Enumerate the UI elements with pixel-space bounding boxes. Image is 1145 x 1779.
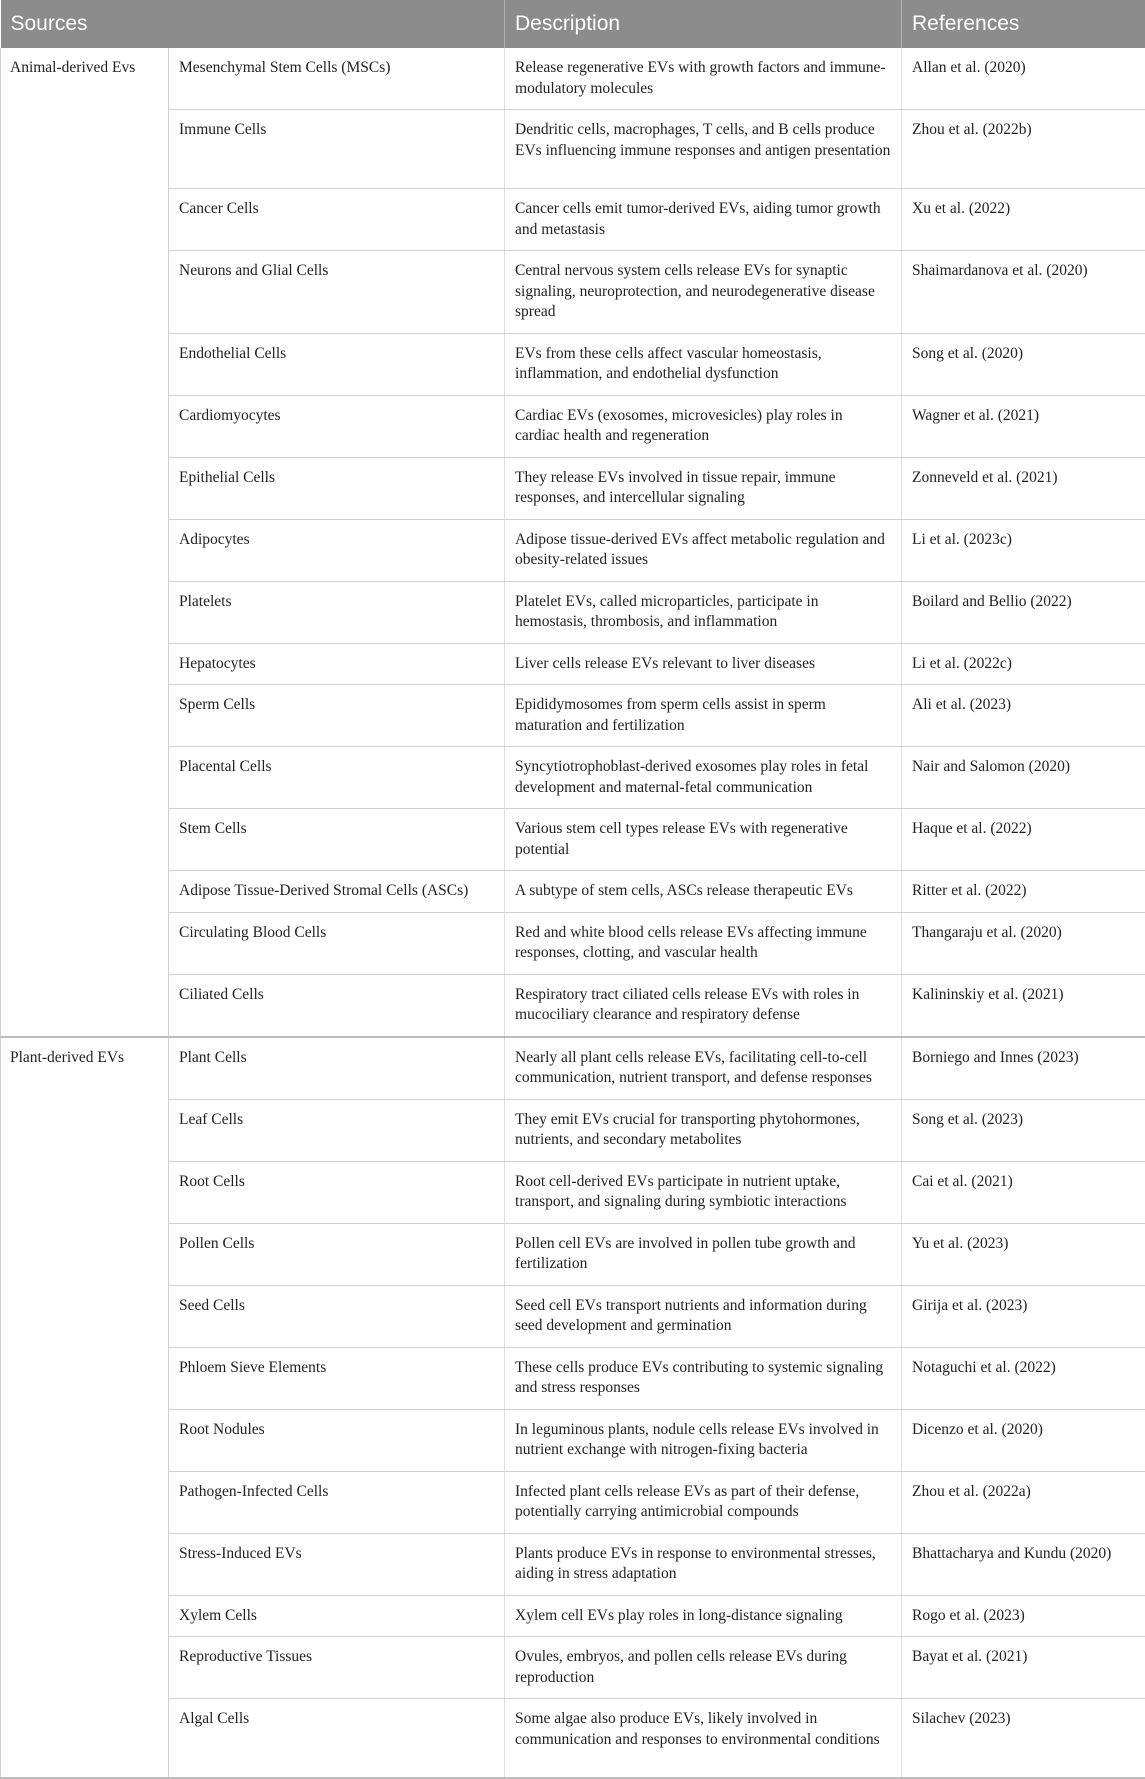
table-row bbox=[1, 1699, 1145, 1778]
header-description: Description bbox=[505, 0, 902, 48]
table-row bbox=[1, 871, 1145, 913]
source-cell: Algal Cells bbox=[169, 1699, 505, 1778]
table-row bbox=[1, 1409, 1145, 1471]
reference-cell: Girija et al. (2023) bbox=[902, 1285, 1145, 1347]
source-cell: Xylem Cells bbox=[169, 1595, 505, 1637]
reference-cell: Borniego and Innes (2023) bbox=[902, 1037, 1145, 1100]
table-row bbox=[1, 1471, 1145, 1533]
description-cell: These cells produce EVs contributing to systemic signaling and stress responses bbox=[505, 1347, 902, 1409]
source-cell: Ciliated Cells bbox=[169, 974, 505, 1037]
table-row bbox=[1, 1285, 1145, 1347]
reference-cell: Allan et al. (2020) bbox=[902, 48, 1145, 110]
description-cell: Dendritic cells, macrophages, T cells, and B cells produce EVs influencing immune responses and antigen presentation bbox=[505, 110, 902, 189]
reference-cell: Song et al. (2020) bbox=[902, 333, 1145, 395]
source-cell: Stress-Induced EVs bbox=[169, 1533, 505, 1595]
table-row bbox=[1, 581, 1145, 643]
source-cell: Hepatocytes bbox=[169, 643, 505, 685]
description-cell: In leguminous plants, nodule cells release EVs involved in nutrient exchange with nitrogen-fixing bacteria bbox=[505, 1409, 902, 1471]
source-cell: Immune Cells bbox=[169, 110, 505, 189]
reference-cell: Zhou et al. (2022a) bbox=[902, 1471, 1145, 1533]
description-cell: They emit EVs crucial for transporting phytohormones, nutrients, and secondary metabolites bbox=[505, 1099, 902, 1161]
table-row bbox=[1, 912, 1145, 974]
source-cell: Seed Cells bbox=[169, 1285, 505, 1347]
reference-cell: Zonneveld et al. (2021) bbox=[902, 457, 1145, 519]
header-row bbox=[1, 0, 1145, 48]
description-cell: Epididymosomes from sperm cells assist in sperm maturation and fertilization bbox=[505, 685, 902, 747]
source-cell: Reproductive Tissues bbox=[169, 1637, 505, 1699]
source-cell: Neurons and Glial Cells bbox=[169, 251, 505, 334]
reference-cell: Ritter et al. (2022) bbox=[902, 871, 1145, 913]
reference-cell: Shaimardanova et al. (2020) bbox=[902, 251, 1145, 334]
description-cell: Central nervous system cells release EVs for synaptic signaling, neuroprotection, and neurodegenerative disease spread bbox=[505, 251, 902, 334]
table-row bbox=[1, 189, 1145, 251]
reference-cell: Boilard and Bellio (2022) bbox=[902, 581, 1145, 643]
source-cell: Platelets bbox=[169, 581, 505, 643]
reference-cell: Bayat et al. (2021) bbox=[902, 1637, 1145, 1699]
description-cell: Red and white blood cells release EVs affecting immune responses, clotting, and vascular health bbox=[505, 912, 902, 974]
reference-cell: Dicenzo et al. (2020) bbox=[902, 1409, 1145, 1471]
description-cell: Syncytiotrophoblast-derived exosomes play roles in fetal development and maternal-fetal communication bbox=[505, 747, 902, 809]
table-row bbox=[1, 1161, 1145, 1223]
reference-cell: Silachev (2023) bbox=[902, 1699, 1145, 1778]
source-cell: Root Nodules bbox=[169, 1409, 505, 1471]
group-label: Animal-derived Evs bbox=[1, 48, 169, 1037]
table-row bbox=[1, 1533, 1145, 1595]
table-row bbox=[1, 1637, 1145, 1699]
reference-cell: Bhattacharya and Kundu (2020) bbox=[902, 1533, 1145, 1595]
table-header bbox=[1, 0, 1145, 48]
reference-cell: Cai et al. (2021) bbox=[902, 1161, 1145, 1223]
table-row bbox=[1, 1223, 1145, 1285]
table-row bbox=[1, 809, 1145, 871]
source-cell: Pathogen-Infected Cells bbox=[169, 1471, 505, 1533]
table-row bbox=[1, 1595, 1145, 1637]
source-cell: Plant Cells bbox=[169, 1037, 505, 1100]
reference-cell: Nair and Salomon (2020) bbox=[902, 747, 1145, 809]
source-cell: Root Cells bbox=[169, 1161, 505, 1223]
source-cell: Cancer Cells bbox=[169, 189, 505, 251]
description-cell: Nearly all plant cells release EVs, facilitating cell-to-cell communication, nutrient transport, and defense responses bbox=[505, 1037, 902, 1100]
reference-cell: Yu et al. (2023) bbox=[902, 1223, 1145, 1285]
description-cell: EVs from these cells affect vascular homeostasis, inflammation, and endothelial dysfunction bbox=[505, 333, 902, 395]
description-cell: Pollen cell EVs are involved in pollen tube growth and fertilization bbox=[505, 1223, 902, 1285]
description-cell: Adipose tissue-derived EVs affect metabolic regulation and obesity-related issues bbox=[505, 519, 902, 581]
reference-cell: Wagner et al. (2021) bbox=[902, 395, 1145, 457]
description-cell: Cancer cells emit tumor-derived EVs, aiding tumor growth and metastasis bbox=[505, 189, 902, 251]
description-cell: Liver cells release EVs relevant to liver diseases bbox=[505, 643, 902, 685]
table-row bbox=[1, 1037, 1145, 1100]
description-cell: Some algae also produce EVs, likely involved in communication and responses to environmental conditions bbox=[505, 1699, 902, 1778]
table-row bbox=[1, 251, 1145, 334]
source-cell: Pollen Cells bbox=[169, 1223, 505, 1285]
description-cell: Platelet EVs, called microparticles, participate in hemostasis, thrombosis, and inflammation bbox=[505, 581, 902, 643]
reference-cell: Thangaraju et al. (2020) bbox=[902, 912, 1145, 974]
description-cell: Ovules, embryos, and pollen cells release EVs during reproduction bbox=[505, 1637, 902, 1699]
reference-cell: Xu et al. (2022) bbox=[902, 189, 1145, 251]
description-cell: Cardiac EVs (exosomes, microvesicles) play roles in cardiac health and regeneration bbox=[505, 395, 902, 457]
table-row bbox=[1, 333, 1145, 395]
reference-cell: Zhou et al. (2022b) bbox=[902, 110, 1145, 189]
source-cell: Phloem Sieve Elements bbox=[169, 1347, 505, 1409]
source-cell: Placental Cells bbox=[169, 747, 505, 809]
description-cell: A subtype of stem cells, ASCs release therapeutic EVs bbox=[505, 871, 902, 913]
table-row bbox=[1, 747, 1145, 809]
description-cell: Infected plant cells release EVs as part of their defense, potentially carrying antimicrobial compounds bbox=[505, 1471, 902, 1533]
reference-cell: Notaguchi et al. (2022) bbox=[902, 1347, 1145, 1409]
table-row bbox=[1, 395, 1145, 457]
header-sources: Sources bbox=[1, 0, 505, 48]
source-cell: Sperm Cells bbox=[169, 685, 505, 747]
description-cell: Root cell-derived EVs participate in nutrient uptake, transport, and signaling during symbiotic interactions bbox=[505, 1161, 902, 1223]
header-references: References bbox=[902, 0, 1145, 48]
table-row bbox=[1, 519, 1145, 581]
description-cell: Xylem cell EVs play roles in long-distance signaling bbox=[505, 1595, 902, 1637]
reference-cell: Li et al. (2022c) bbox=[902, 643, 1145, 685]
source-cell: Epithelial Cells bbox=[169, 457, 505, 519]
description-cell: Seed cell EVs transport nutrients and information during seed development and germination bbox=[505, 1285, 902, 1347]
description-cell: Respiratory tract ciliated cells release EVs with roles in mucociliary clearance and respiratory defense bbox=[505, 974, 902, 1037]
source-cell: Adipose Tissue-Derived Stromal Cells (ASCs) bbox=[169, 871, 505, 913]
group-label: Plant-derived EVs bbox=[1, 1037, 169, 1778]
source-cell: Leaf Cells bbox=[169, 1099, 505, 1161]
source-cell: Cardiomyocytes bbox=[169, 395, 505, 457]
reference-cell: Song et al. (2023) bbox=[902, 1099, 1145, 1161]
table-row bbox=[1, 110, 1145, 189]
reference-cell: Li et al. (2023c) bbox=[902, 519, 1145, 581]
table-row bbox=[1, 457, 1145, 519]
description-cell: They release EVs involved in tissue repair, immune responses, and intercellular signaling bbox=[505, 457, 902, 519]
reference-cell: Ali et al. (2023) bbox=[902, 685, 1145, 747]
description-cell: Various stem cell types release EVs with regenerative potential bbox=[505, 809, 902, 871]
reference-cell: Rogo et al. (2023) bbox=[902, 1595, 1145, 1637]
source-cell: Adipocytes bbox=[169, 519, 505, 581]
source-cell: Mesenchymal Stem Cells (MSCs) bbox=[169, 48, 505, 110]
reference-cell: Kalininskiy et al. (2021) bbox=[902, 974, 1145, 1037]
description-cell: Release regenerative EVs with growth factors and immune-modulatory molecules bbox=[505, 48, 902, 110]
table-row bbox=[1, 643, 1145, 685]
table-row bbox=[1, 48, 1145, 110]
description-cell: Plants produce EVs in response to environmental stresses, aiding in stress adaptation bbox=[505, 1533, 902, 1595]
reference-cell: Haque et al. (2022) bbox=[902, 809, 1145, 871]
table-row bbox=[1, 974, 1145, 1037]
source-cell: Stem Cells bbox=[169, 809, 505, 871]
source-cell: Circulating Blood Cells bbox=[169, 912, 505, 974]
table-row bbox=[1, 685, 1145, 747]
table-row bbox=[1, 1347, 1145, 1409]
source-cell: Endothelial Cells bbox=[169, 333, 505, 395]
table-row bbox=[1, 1099, 1145, 1161]
table-body bbox=[1, 48, 1145, 1778]
